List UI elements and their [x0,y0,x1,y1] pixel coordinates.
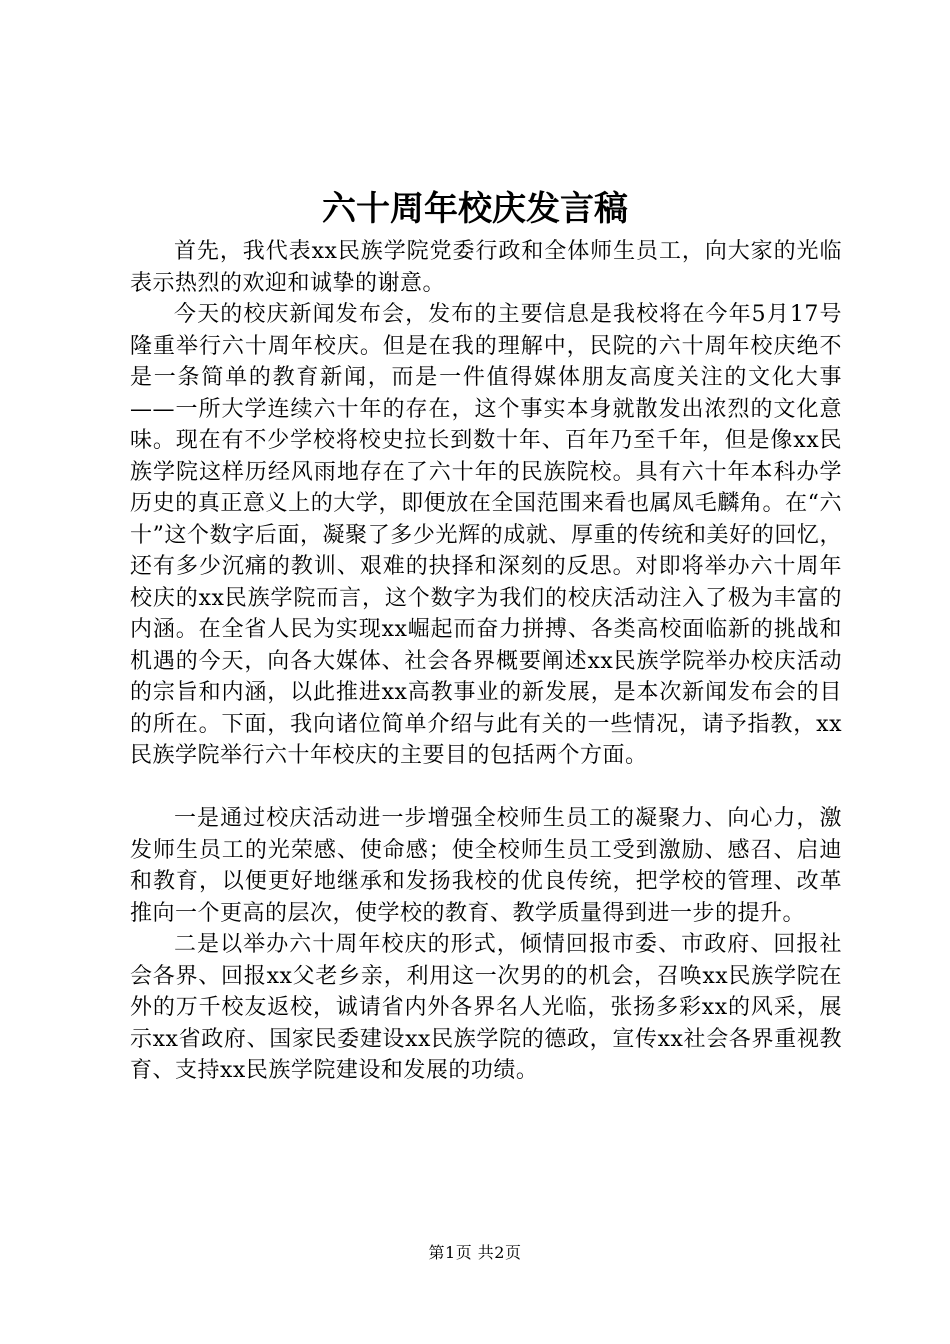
paragraph-spacer [130,772,842,804]
paragraph-purpose-one: 一是通过校庆活动进一步增强全校师生员工的凝聚力、向心力，激发师生员工的光荣感、使命感；使全校师生员工受到激励、感召、启迪和教育，以便更好地继承和发扬我校的优良传统，把学校的管理、改革推向一个更高的层次，使学校的教育、教学质量得到进一步的提升。 [130,806,842,926]
paragraph-purpose-two: 二是以举办六十周年校庆的形式，倾情回报市委、市政府、回报社会各界、回报xx父老乡亲，利用这一次男的的机会，召唤xx民族学院在外的万千校友返校，诚请省内外各界名人光临，张扬多彩xx的风采，展示xx省政府、国家民委建设xx民族学院的德政，宣传xx社会各界重视教育、支持xx民族学院建设和发展的功绩。 [130,932,842,1083]
document-body [130,236,842,1087]
page-number-footer: 第1页 共2页 [428,1243,522,1262]
paragraph-opening: 首先，我代表xx民族学院党委行政和全体师生员工，向大家的光临表示热烈的欢迎和诚挚的谢意。 [130,239,842,296]
document-title: 六十周年校庆发言稿 [322,189,628,229]
paragraph-main: 今天的校庆新闻发布会，发布的主要信息是我校将在今年5月17号隆重举行六十周年校庆。但是在我的理解中，民院的六十周年校庆绝不是一条简单的教育新闻，而是一件值得媒体朋友高度关注的文化大事——一所大学连续六十年的存在，这个事实本身就散发出浓烈的文化意味。现在有不少学校将校史拉长到数十年、百年乃至千年，但是像xx民族学院这样历经风雨地存在了六十年的民族院校。具有六十年本科办学历史的真正意义上的大学，即便放在全国范围来看也属凤毛麟角。在“六十”这个数字后面，凝聚了多少光辉的成就、厚重的传统和美好的回忆，还有多少沉痛的教训、艰难的抉择和深刻的反思。对即将举办六十周年校庆的xx民族学院而言，这个数字为我们的校庆活动注入了极为丰富的内涵。在全省人民为实现xx崛起而奋力拼搏、各类高校面临新的挑战和机遇的今天，向各大媒体、社会各界概要阐述xx民族学院举办校庆活动的宗旨和内涵，以此推进xx高教事业的新发展，是本次新闻发布会的目的所在。下面，我向诸位简单介绍与此有关的一些情况，请予指教，xx民族学院举行六十年校庆的主要目的包括两个方面。 [130,302,842,768]
